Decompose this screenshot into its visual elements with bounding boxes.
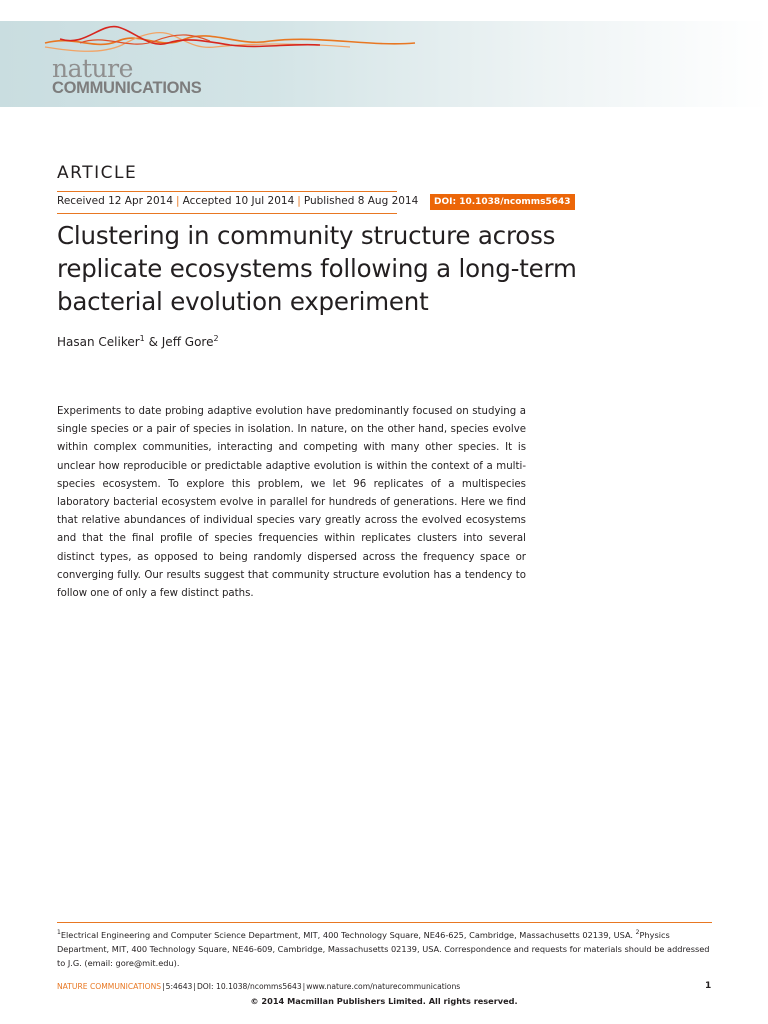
footer-doi: DOI: 10.1038/ncomms5643	[196, 982, 302, 991]
date-separator: |	[297, 195, 301, 207]
published-date: Published 8 Aug 2014	[303, 195, 419, 207]
logo-communications-word: COMMUNICATIONS	[52, 79, 202, 97]
page-number: 1	[705, 981, 712, 991]
copyright-notice: © 2014 Macmillan Publishers Limited. All rights reserved.	[250, 996, 518, 1006]
footer-url-link[interactable]: www.nature.com/naturecommunications	[306, 982, 461, 991]
affiliation-marker: 1	[139, 334, 145, 343]
date-separator: |	[176, 195, 180, 207]
journal-masthead	[0, 21, 768, 107]
doi-badge[interactable]: DOI: 10.1038/ncomms5643	[430, 194, 575, 210]
page-footer	[57, 982, 460, 991]
author-name[interactable]: Jeff Gore	[161, 335, 214, 349]
affiliations-rule	[57, 922, 712, 923]
author-conjunction: &	[144, 335, 162, 349]
article-type-label: ARTICLE	[57, 163, 138, 183]
affiliation-marker: 1	[57, 929, 61, 936]
publication-dates	[57, 195, 418, 207]
affiliation-marker: 2	[635, 929, 640, 936]
author-name[interactable]: Hasan Celiker	[57, 335, 140, 349]
author-list	[57, 334, 219, 349]
affiliation-marker: 2	[213, 334, 219, 343]
accepted-date: Accepted 10 Jul 2014	[182, 195, 295, 207]
article-title: Clustering in community structure across replicate ecosystems following a long-term bacterial evolution experiment	[57, 221, 577, 316]
footer-separator: |	[162, 982, 165, 991]
footer-article-id: 5:4643	[165, 982, 193, 991]
affiliations	[57, 926, 712, 970]
footer-separator: |	[302, 982, 306, 991]
logo-nature-word: nature	[52, 54, 133, 83]
received-date: Received 12 Apr 2014	[57, 195, 174, 207]
footer-separator: |	[193, 982, 196, 991]
affiliation-text: Physics Department, MIT, 400 Technology Square, NE46-609, Cambridge, Massachusetts 02139, USA. Correspondence and requests for materials should be addressed to J.G. (email: gore@mit.edu).	[57, 930, 710, 968]
abstract-text: Experiments to date probing adaptive evolution have predominantly focused on studying a single species or a pair of species in isolation. In nature, on the other hand, species evolve within complex communities, interacting and competing with many other species. It is unclear how reproducible or predictable adaptive evolution is within the context of a multi-species ecosystem. To explore this problem, we let 96 replicates of a multispecies laboratory bacterial ecosystem evolve in parallel for hundreds of generations. Here we find that relative abundances of individual species vary greatly across the evolved ecosystems and that the final profile of species frequencies within replicates clusters into several distinct types, as opposed to being randomly dispersed across the frequency space or converging fully. Our results suggest that community structure evolution has a tendency to follow one of only a few distinct paths.	[57, 406, 526, 600]
footer-journal-name: NATURE COMMUNICATIONS	[57, 982, 162, 991]
affiliation-text: Electrical Engineering and Computer Science Department, MIT, 400 Technology Square, NE46-625, Cambridge, Massachusetts 02139, USA.	[60, 930, 636, 940]
